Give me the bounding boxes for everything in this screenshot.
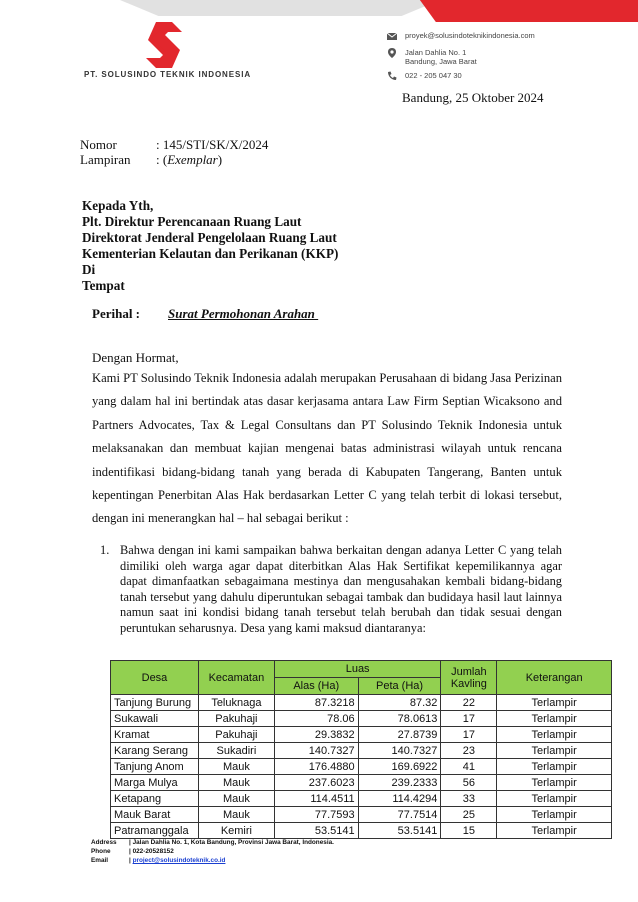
table-cell: 53.5141 xyxy=(274,823,358,839)
table-cell: 87.3218 xyxy=(274,695,358,711)
table-cell: Karang Serang xyxy=(111,743,199,759)
letter-date: Bandung, 25 Oktober 2024 xyxy=(402,90,544,105)
contact-email-text: proyek@solusindoteknikindonesia.com xyxy=(405,31,535,40)
lampiran-label: Lampiran xyxy=(80,152,131,167)
contact-address-line2: Bandung, Jawa Barat xyxy=(405,57,477,66)
table-cell: 237.6023 xyxy=(274,775,358,791)
recipient-line: Direktorat Jenderal Pengelolaan Ruang Laut xyxy=(82,230,337,245)
table-cell: 33 xyxy=(441,791,497,807)
lampiran-value: : (Exemplar) xyxy=(156,152,223,167)
table-cell: Tanjung Burung xyxy=(111,695,199,711)
table-cell: 25 xyxy=(441,807,497,823)
footer-address-value: | Jalan Dahlia No. 1, Kota Bandung, Provinsi Jawa Barat, Indonesia. xyxy=(129,839,334,846)
table-row xyxy=(111,759,612,775)
table-cell: 56 xyxy=(441,775,497,791)
table-cell: Terlampir xyxy=(497,743,612,759)
table-cell: Ketapang xyxy=(111,791,199,807)
table-cell: Tanjung Anom xyxy=(111,759,199,775)
th-kecamatan: Kecamatan xyxy=(198,661,274,695)
table-cell: 17 xyxy=(441,711,497,727)
table-cell: 29.3832 xyxy=(274,727,358,743)
table-row xyxy=(111,695,612,711)
table-cell: 239.2333 xyxy=(358,775,441,791)
body-paragraph-text: Kami PT Solusindo Teknik Indonesia adalah merupakan Perusahaan di bidang Jasa Perizinan yang dalam hal ini bertindak atas dasar kerjasama antara Law Firm Septian Wicaksono and Partners Advocates, Tax & Legal Consultans dan PT Solusindo Teknik Indonesia untuk melaksanakan dan membuat kajian mengenai batas administrasi wilayah untuk rencana indentifikasi bidang-bidang tanah yang berada di Kabupaten Tangerang, Banten untuk kepentingan Penerbitan Alas Hak berdasarkan Letter C yang telah terbit di lokasi tersebut, dengan ini menerangkan hal – hal sebagai berikut : xyxy=(92,371,562,526)
table-cell: Mauk xyxy=(198,759,274,775)
table-row xyxy=(111,775,612,791)
nomor-label: Nomor xyxy=(80,137,117,152)
company-name: PT. SOLUSINDO TEKNIK INDONESIA xyxy=(84,70,252,79)
table-cell: Sukawali xyxy=(111,711,199,727)
perihal-value: Surat Permohonan Arahan xyxy=(168,306,319,321)
table-cell: 169.6922 xyxy=(358,759,441,775)
th-jumlah-kavling: Jumlah Kavling xyxy=(441,661,497,695)
table-cell: 77.7593 xyxy=(274,807,358,823)
table-cell: Pakuhaji xyxy=(198,711,274,727)
footer-address-label: Address xyxy=(91,839,117,846)
phone-icon xyxy=(386,70,398,82)
table-cell: Mauk xyxy=(198,775,274,791)
recipient-block xyxy=(82,198,338,294)
table-cell: 78.0613 xyxy=(358,711,441,727)
nomor-value: : 145/STI/SK/X/2024 xyxy=(156,137,269,152)
table-cell: 77.7514 xyxy=(358,807,441,823)
table-cell: Mauk xyxy=(198,807,274,823)
th-alas: Alas (Ha) xyxy=(274,678,358,695)
location-pin-icon xyxy=(386,47,398,59)
table-row xyxy=(111,807,612,823)
table-cell: 53.5141 xyxy=(358,823,441,839)
header-grey-band xyxy=(120,0,440,16)
table-row xyxy=(111,823,612,839)
salutation: Dengan Hormat, xyxy=(92,350,179,365)
contact-address-line1: Jalan Dahlia No. 1 xyxy=(405,48,467,57)
th-keterangan: Keterangan xyxy=(497,661,612,695)
table-cell: Teluknaga xyxy=(198,695,274,711)
table-cell: Pakuhaji xyxy=(198,727,274,743)
table-cell: 17 xyxy=(441,727,497,743)
table-cell: 140.7327 xyxy=(274,743,358,759)
table-row xyxy=(111,791,612,807)
table-cell: Terlampir xyxy=(497,759,612,775)
table-cell: 140.7327 xyxy=(358,743,441,759)
table-cell: Terlampir xyxy=(497,791,612,807)
recipient-line: Tempat xyxy=(82,278,125,293)
table-cell: Mauk xyxy=(198,791,274,807)
table-cell: Terlampir xyxy=(497,711,612,727)
table-row xyxy=(111,711,612,727)
footer-phone-label: Phone xyxy=(91,848,111,855)
footer-email-label: Email xyxy=(91,857,109,864)
table-cell: Patramanggala xyxy=(111,823,199,839)
th-luas: Luas xyxy=(274,661,441,678)
table-cell: 176.4880 xyxy=(274,759,358,775)
company-logo-icon xyxy=(138,20,190,70)
table-cell: Sukadiri xyxy=(198,743,274,759)
table-cell: 114.4294 xyxy=(358,791,441,807)
recipient-line: Di xyxy=(82,262,96,277)
table-cell: Terlampir xyxy=(497,727,612,743)
table-cell: 78.06 xyxy=(274,711,358,727)
table-cell: 87.32 xyxy=(358,695,441,711)
table-row xyxy=(111,743,612,759)
table-cell: Terlampir xyxy=(497,807,612,823)
item-text: Bahwa dengan ini kami sampaikan bahwa berkaitan dengan adanya Letter C yang telah dimiliki oleh warga agar dapat diterbitkan Alas Hak Sertifikat kepemilikannya agar dapat dimanfaatkan sebagaimana mestinya dan mengusahakan kembali bidang-bidang tanah tersebut yang dahulu diperuntukan sebagai tambak dan budidaya hasil laut lainnya namun saat ini kondisi bidang tanah tersebut telah berubah dan tidak sesuai dengan peruntukan seharusnya. Desa yang kami maksud diantaranya: xyxy=(120,543,562,635)
table-cell: Mauk Barat xyxy=(111,807,199,823)
recipient-line: Kepada Yth, xyxy=(82,198,154,213)
perihal-label: Perihal : xyxy=(92,306,141,321)
table-cell: Terlampir xyxy=(497,695,612,711)
table-cell: Terlampir xyxy=(497,775,612,791)
body-paragraph xyxy=(92,367,562,531)
table-cell: Marga Mulya xyxy=(111,775,199,791)
table-cell: 27.8739 xyxy=(358,727,441,743)
village-table xyxy=(110,660,612,839)
table-cell: 22 xyxy=(441,695,497,711)
table-cell: Kemiri xyxy=(198,823,274,839)
envelope-icon xyxy=(386,30,398,42)
th-peta: Peta (Ha) xyxy=(358,678,441,695)
table-cell: 23 xyxy=(441,743,497,759)
table-cell: Kramat xyxy=(111,727,199,743)
item-number: 1. xyxy=(100,543,110,557)
footer-email-link[interactable]: project@solusindoteknik.co.id xyxy=(132,857,226,864)
table-cell: 114.4511 xyxy=(274,791,358,807)
th-desa: Desa xyxy=(111,661,199,695)
table-cell: 41 xyxy=(441,759,497,775)
recipient-line: Plt. Direktur Perencanaan Ruang Laut xyxy=(82,214,302,229)
table-row xyxy=(111,727,612,743)
footer-phone-value: | 022-20528152 xyxy=(129,848,174,855)
table-cell: 15 xyxy=(441,823,497,839)
table-cell: Terlampir xyxy=(497,823,612,839)
contact-phone-text: 022 - 205 047 30 xyxy=(405,71,462,80)
recipient-line: Kementerian Kelautan dan Perikanan (KKP) xyxy=(82,246,339,261)
